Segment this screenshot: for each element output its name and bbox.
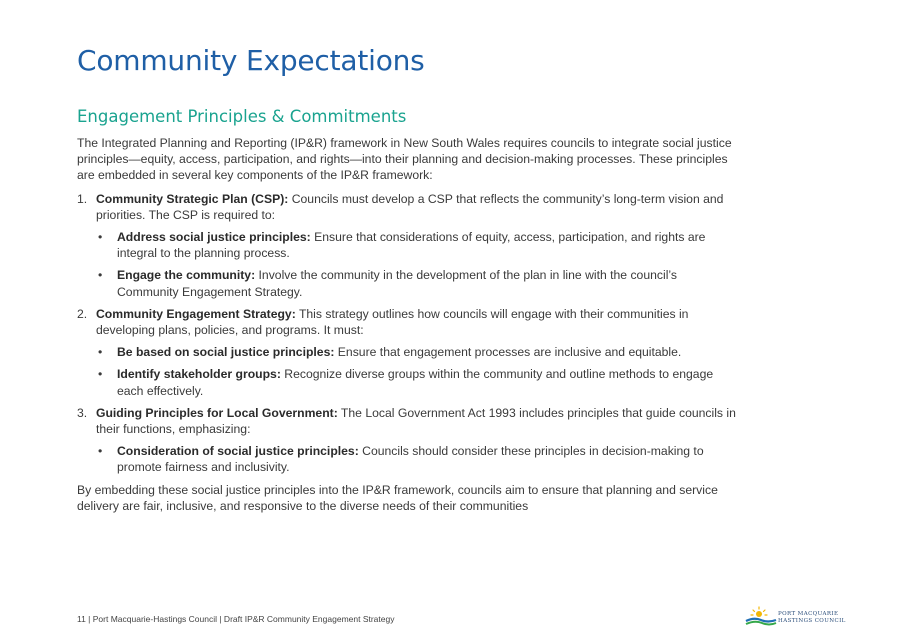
bullet-item [96, 229, 737, 261]
item-text: This strategy outlines how councils will engage with their communities in developing plans, policies, and programs. It must: [96, 306, 689, 338]
list-item [77, 191, 737, 300]
bullet-list [96, 229, 737, 300]
numbered-list [77, 191, 737, 476]
item-text: The Local Government Act 1993 includes principles that guide councils in their functions, emphasizing: [96, 405, 736, 437]
item-heading: Guiding Principles for Local Government: [96, 405, 338, 420]
list-item [77, 306, 737, 399]
section-heading: Engagement Principles & Commitments [77, 107, 407, 126]
logo-line: HASTINGS COUNCIL [778, 617, 846, 624]
sun-icon [751, 607, 767, 617]
bullet-icon: • [98, 268, 103, 283]
bullet-text: Councils should consider these principles in decision-making to promote fairness and inclusivity. [117, 444, 704, 475]
bullet-item [96, 267, 737, 299]
bullet-heading: Identify stakeholder groups: [117, 367, 281, 382]
list-number: 2. [77, 306, 88, 321]
bullet-list [96, 443, 737, 475]
conclusion-paragraph: By embedding these social justice principles into the IP&R framework, councils aim to ensure that planning and service delivery are fair, inclusive, and responsive to the diverse needs of their communities [77, 482, 718, 513]
bullet-icon: • [98, 367, 103, 382]
logo-wordmark [778, 611, 846, 624]
bullet-heading: Engage the community: [117, 268, 256, 283]
bullet-text: Ensure that engagement processes are inclusive and equitable. [334, 345, 682, 360]
page-title: Community Expectations [77, 44, 425, 77]
bullet-heading: Address social justice principles: [117, 230, 311, 245]
page-footer: 11 | Port Macquarie-Hastings Council | Draft IP&R Community Engagement Strategy [77, 614, 395, 624]
logo-line: PORT MACQUARIE [778, 611, 839, 617]
item-text: Councils must develop a CSP that reflects the community’s long-term vision and priorities. The CSP is required to: [96, 191, 724, 222]
bullet-icon: • [98, 345, 103, 360]
bullet-heading: Be based on social justice principles: [117, 345, 335, 360]
bullet-text: Ensure that considerations of equity, access, participation, and rights are integral to the planning process. [117, 230, 706, 261]
list-number: 1. [77, 191, 88, 206]
bullet-item [96, 443, 737, 475]
bullet-text: Involve the community in the development of the plan in line with the council’s Community Engagement Strategy. [117, 268, 677, 299]
list-item [77, 405, 737, 476]
intro-paragraph: The Integrated Planning and Reporting (IP&R) framework in New South Wales requires councils to integrate social justice principles—equity, access, participation, and rights—into their planning and decision-making processes. These principles are embedded in several key components of the IP&R framework: [77, 136, 732, 183]
bullet-icon: • [98, 444, 103, 459]
body-content [77, 135, 737, 521]
bullet-heading: Consideration of social justice principles: [117, 444, 359, 459]
bullet-item [96, 344, 737, 360]
bullet-item [96, 366, 737, 398]
bullet-icon: • [98, 230, 103, 245]
item-heading: Community Engagement Strategy: [96, 306, 296, 321]
list-number: 3. [77, 405, 88, 420]
item-heading: Community Strategic Plan (CSP): [96, 191, 289, 206]
bullet-list [96, 344, 737, 399]
bullet-text: Recognize diverse groups within the community and outline methods to engage each effectively. [117, 367, 714, 398]
